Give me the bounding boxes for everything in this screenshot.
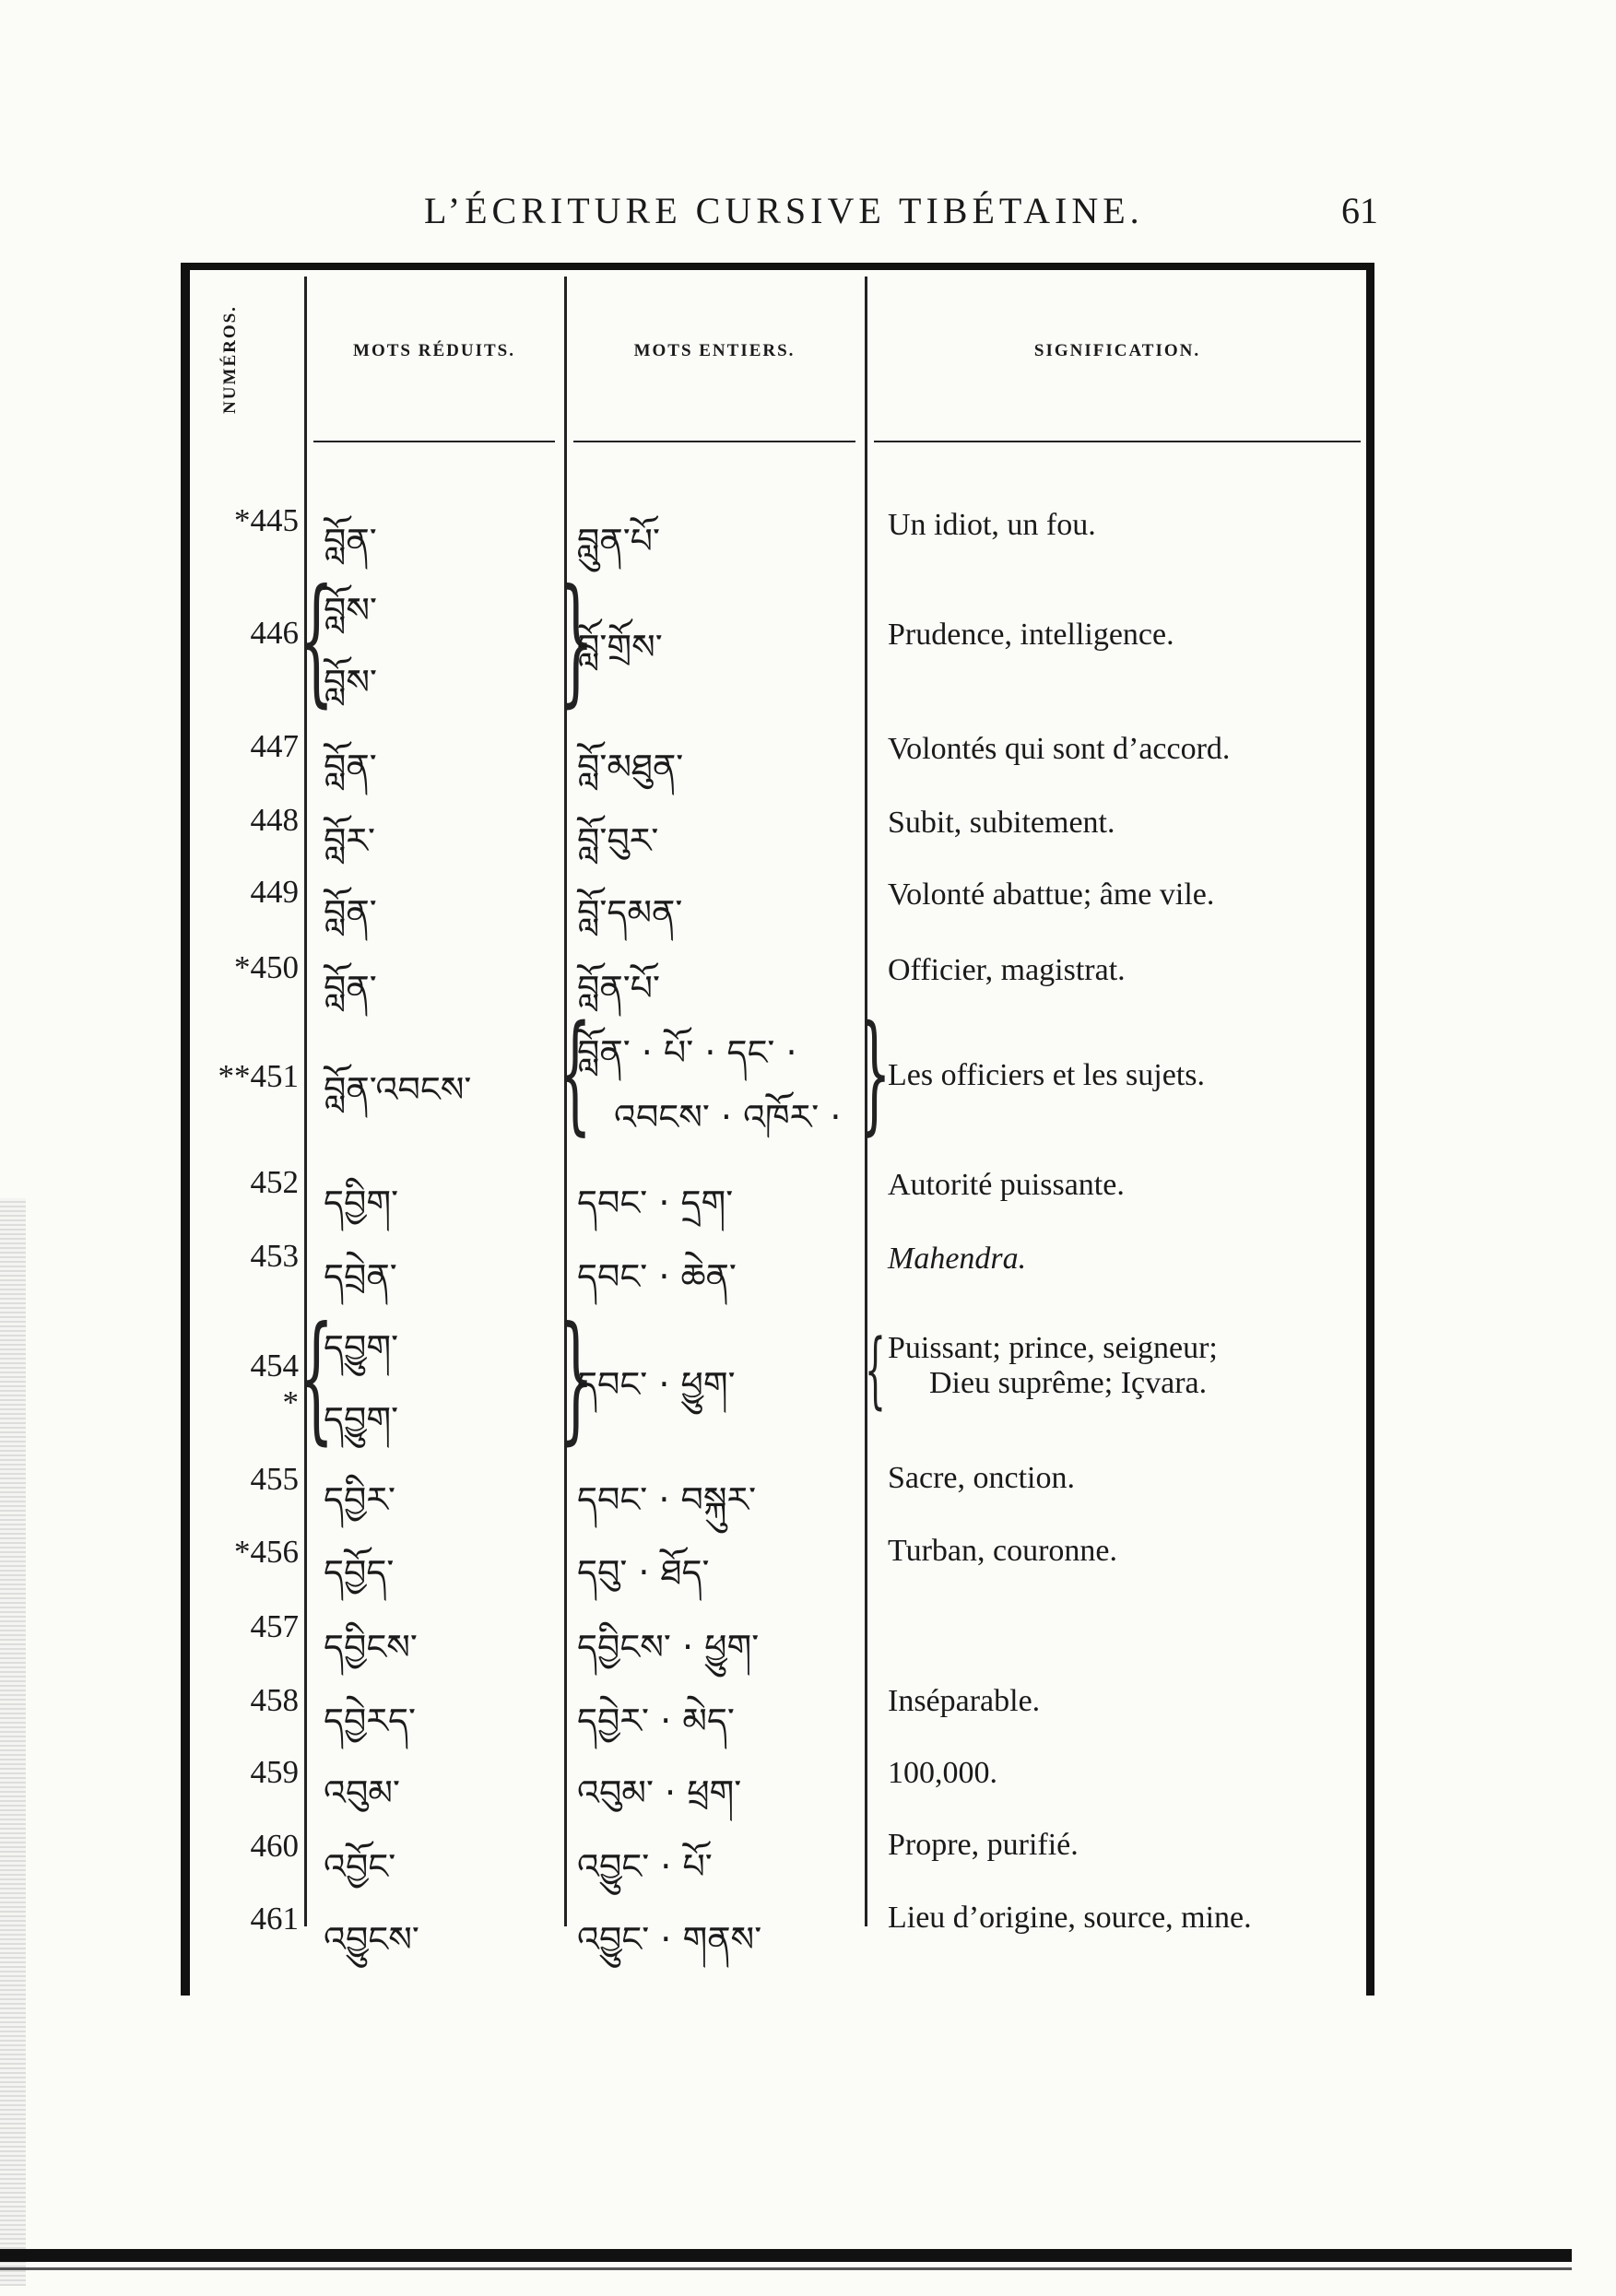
meaning: Prudence, intelligence. [888,618,1174,652]
meaning: Un idiot, un fou. [888,508,1096,542]
row-number: 448 [250,802,299,838]
reduced-word: འབུམ་ [324,1772,400,1813]
reduced-word-variant: བློས་ [324,662,377,702]
reduced-word: བློན་ [324,521,377,561]
full-word: དབང་ · བསྐུར་ [577,1479,757,1520]
row-number: 459 [250,1754,299,1790]
meaning: Sacre, onction. [888,1461,1075,1495]
row-number: 447 [250,728,299,764]
page-title: L’ÉCRITURE CURSIVE TIBÉTAINE. [424,190,1144,231]
row-number: 457 [250,1608,299,1644]
page-bottom-rule-thin [0,2267,1572,2270]
meaning: Volonté abattue; âme vile. [888,877,1215,912]
meaning: Les officiers et les sujets. [888,1058,1206,1092]
reduced-word-variant: དབྱུག་ [324,1399,399,1440]
row-number: 458 [250,1682,299,1718]
row-number: 453 [250,1238,299,1274]
reduced-word: དབྱེརད་ [324,1701,417,1741]
full-word: འབྱུང་ · གནས་ [577,1919,762,1960]
row-number: *456 [234,1534,299,1570]
page-number: 61 [1341,190,1378,231]
reduced-word: དབྱིངས་ [324,1627,418,1667]
column-header-signification: SIGNIFICATION. [1033,341,1201,360]
meaning: Volontés qui sont d’accord. [888,732,1231,766]
full-word: བློན་པོ་ [577,968,661,1008]
full-word: དབྱེར་ · མེད་ [577,1701,735,1741]
full-word: འབྱུང་ · པོ་ [577,1846,713,1887]
table-left-border [181,263,190,1996]
meaning: Propre, purifié. [888,1828,1079,1862]
row-number: *450 [234,949,299,985]
full-word: བློ་གྲོས་ [577,627,663,667]
page-bottom-rule [0,2249,1572,2262]
right-brace: } [559,1298,595,1458]
page-edge-shading [0,1198,26,2286]
meaning-brace: { [865,1322,886,1419]
row-number: *445 [234,502,299,538]
full-word: བློ་བུར་ [577,820,659,861]
header-rule [313,441,555,442]
row-number: 449 [250,874,299,910]
reduced-word: དབྱུག་ [324,1327,399,1368]
left-brace: { [299,560,335,721]
header-rule [573,441,855,442]
reduced-word: དབྱོད་ [324,1552,395,1593]
left-brace: { [559,998,592,1148]
reduced-word: བློན་ [324,892,377,933]
reduced-word: བློས་ [324,590,377,630]
column-header-numeros: NUMÉROS. [220,305,240,414]
header-rule [874,441,1361,442]
reduced-word: བློར་ [324,820,376,861]
full-word-continued: འབངས་ · འཁོར་ · [614,1097,842,1137]
row-number: 455 [250,1461,299,1497]
reduced-word: དབྱིག་ [324,1183,399,1223]
full-word: བླུན་པོ་ [577,521,661,561]
running-header [0,189,1616,244]
full-word: བློན་ · པོ་ · དང་ · [577,1032,797,1073]
meaning: Officier, magistrat. [888,953,1126,987]
reduced-word: བློན་འབངས་ [324,1069,472,1110]
full-word: དབང་ · དྲག་ [577,1183,734,1223]
row-number: **451 [218,1058,299,1094]
reduced-word: དབྲེན་ [324,1256,397,1297]
meaning: Mahendra. [888,1242,1027,1276]
row-number: 446 [250,615,299,651]
table-row [190,1298,1366,1458]
full-word: བློ་དམན་ [577,892,683,933]
right-brace: } [559,560,595,721]
table-top-border [181,263,1374,270]
full-word: དབུ་ · ཐོད་ [577,1552,710,1593]
table-row [190,560,1366,721]
table-right-border [1366,263,1374,1996]
reduced-word: འབྱོང་ [324,1846,396,1887]
meaning: Autorité puissante. [888,1168,1125,1202]
full-word: དབང་ · ཕྱུག་ [577,1364,736,1405]
reduced-word: འབྱུངས་ [324,1919,419,1960]
row-number: 461 [250,1901,299,1937]
full-word: བློ་མཐུན་ [577,747,684,787]
row-number: 452 [250,1164,299,1200]
right-brace: } [858,998,891,1148]
meaning-continued: Dieu suprême; Içvara. [929,1366,1208,1400]
column-header-mots-reduits: MOTS RÉDUITS. [353,341,515,360]
row-number: 454 [250,1348,299,1383]
table-row [190,998,1366,1148]
reduced-word: དབྱིར་ [324,1479,396,1520]
meaning: Subit, subitement. [888,806,1115,840]
reduced-word: བློན་ [324,747,377,787]
reduced-word: བློན་ [324,968,377,1008]
meaning: Turban, couronne. [888,1534,1117,1568]
meaning: 100,000. [888,1756,997,1790]
full-word: དབྱིངས་ · ཕྱུག་ [577,1627,760,1667]
column-header-mots-entiers: MOTS ENTIERS. [633,341,796,360]
meaning: Lieu d’origine, source, mine. [888,1901,1252,1935]
meaning: Puissant; prince, seigneur; [888,1331,1218,1365]
full-word: འབུམ་ · ཕྲག་ [577,1772,742,1813]
row-number: 460 [250,1828,299,1864]
full-word: དབང་ · ཆེན་ [577,1256,737,1297]
row-marker: * [282,1384,299,1420]
left-brace: { [299,1298,335,1458]
meaning: Inséparable. [888,1684,1041,1718]
